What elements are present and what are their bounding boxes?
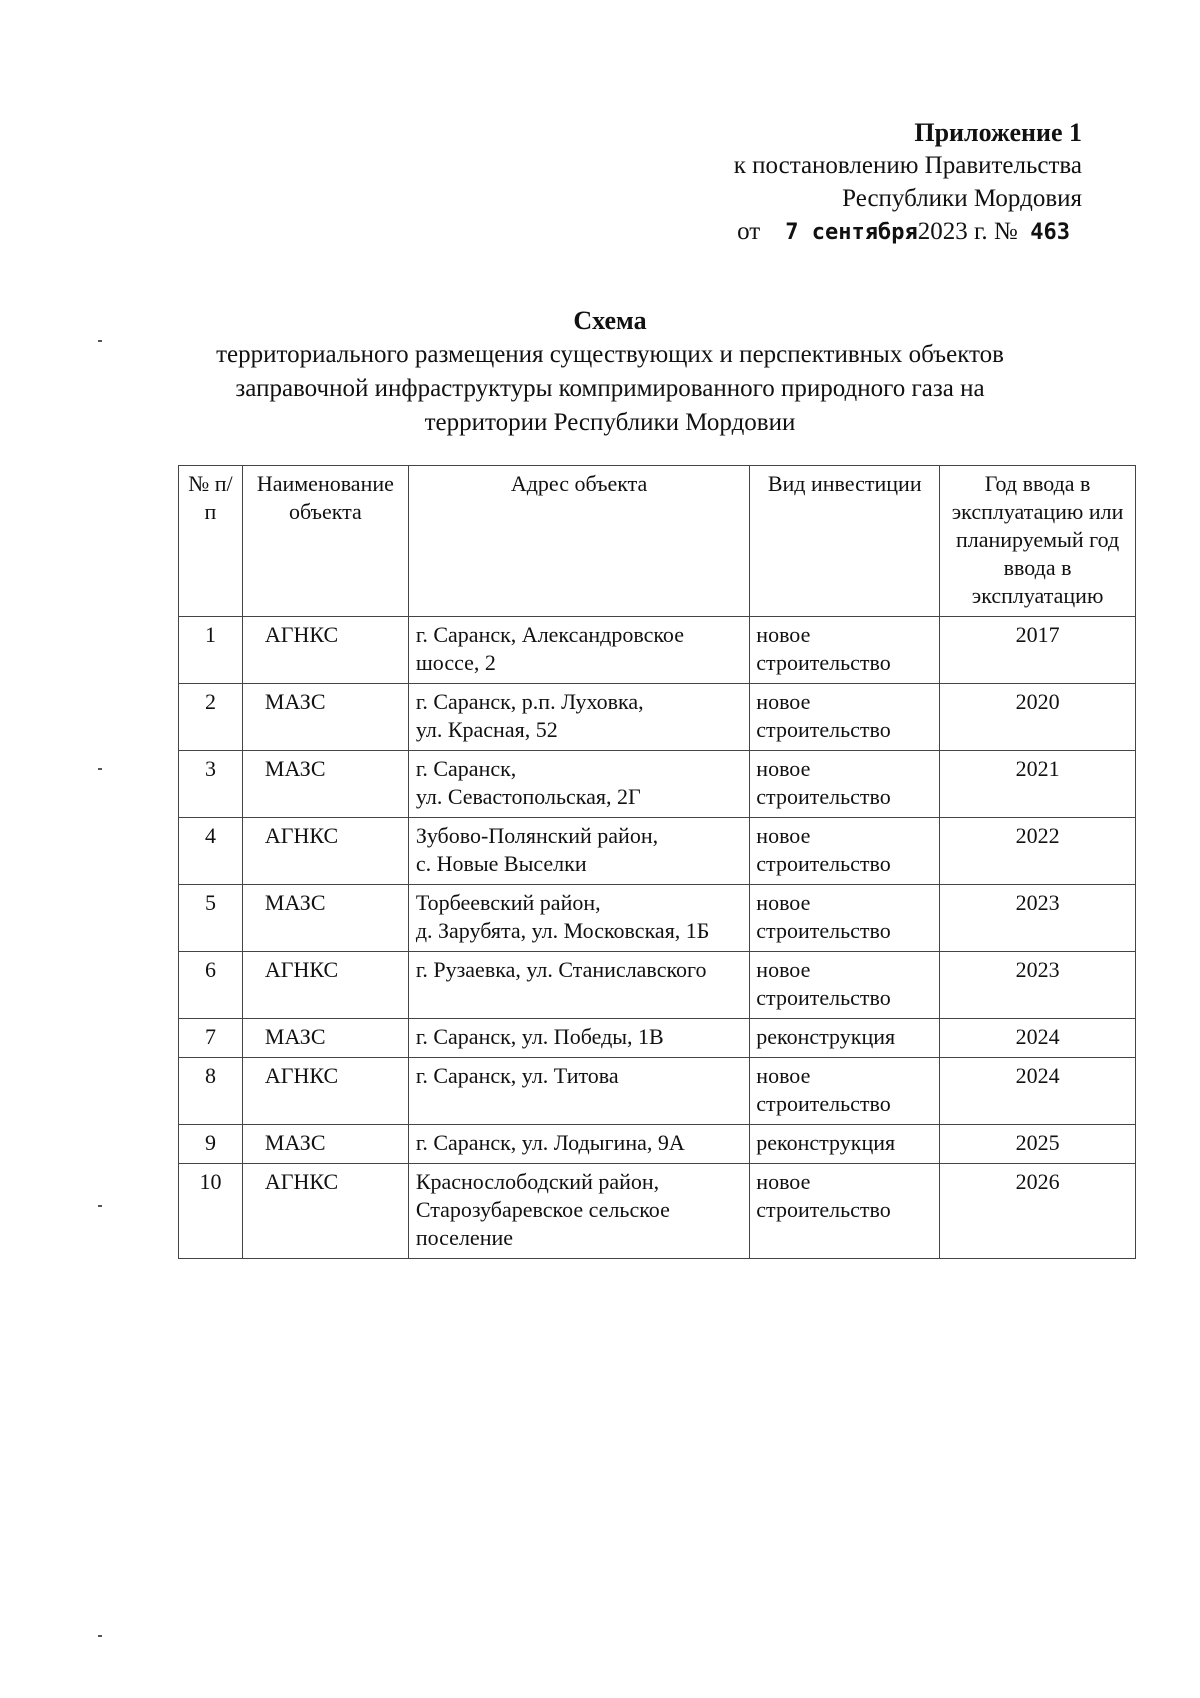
cell-investment-line: новое [756,689,811,714]
margin-mark [98,768,102,770]
cell-num-line: 8 [204,1063,216,1088]
cell-num [179,1164,243,1259]
cell-num [179,684,243,751]
table-row [179,1164,1136,1259]
header-line-1: к постановлению Правительства [733,152,1082,179]
cell-name-line: АГНКС [264,957,339,982]
cell-name-line: МАЗС [264,756,326,781]
cell-num-line: 7 [204,1024,216,1049]
cell-num-line: 9 [204,1130,216,1155]
cell-num-line: 4 [204,823,216,848]
cell-address-line: г. Рузаевка, ул. Станиславского [415,957,707,982]
title-line-2: заправочной инфраструктуры компримированного природного газа на [235,375,985,402]
table-row [179,1019,1136,1058]
cell-year-line: 2022 [1015,823,1060,848]
cell-year-line: 2024 [1015,1063,1060,1088]
cell-address [408,1019,749,1058]
title-heading: Схема [573,306,647,335]
cell-address [408,952,749,1019]
cell-year [940,1164,1136,1259]
cell-address-line: г. Саранск, [415,756,517,781]
cell-num [179,1058,243,1125]
cell-address [408,885,749,952]
title-line-3: территории Республики Мордовии [424,409,796,436]
cell-year-line: 2020 [1015,689,1060,714]
cell-investment [750,1164,940,1259]
cell-address-line: г. Саранск, Александровское [415,622,684,647]
cell-num [179,617,243,684]
table-row [179,885,1136,952]
cell-year [940,1058,1136,1125]
cell-investment [750,952,940,1019]
table-row [179,818,1136,885]
cell-name [242,1125,408,1164]
cell-address-line: ул. Красная, 52 [415,717,558,742]
cell-investment-line: строительство [756,784,891,809]
cell-num-line: 3 [204,756,216,781]
document-number: 463 [1030,220,1070,245]
cell-num [179,751,243,818]
cell-investment [750,818,940,885]
cell-investment-line: строительство [756,1197,891,1222]
appendix-label: Приложение 1 [914,118,1082,147]
cell-name-line: АГНКС [264,823,339,848]
cell-investment-line: строительство [756,851,891,876]
cell-address [408,1125,749,1164]
cell-address [408,818,749,885]
cell-name [242,818,408,885]
cell-investment-line: новое [756,756,811,781]
cell-investment-line: строительство [756,918,891,943]
cell-num-line: 1 [204,622,216,647]
document-header [734,116,1082,249]
cell-year-line: 2021 [1015,756,1060,781]
cell-address-line: г. Саранск, ул. Победы, 1В [415,1024,664,1049]
cell-investment-line: строительство [756,650,891,675]
cell-name-line: МАЗС [264,689,326,714]
table-row [179,617,1136,684]
cell-year [940,617,1136,684]
cell-name-line: АГНКС [264,1063,339,1088]
cell-year [940,751,1136,818]
cell-address-line: Зубово-Полянский район, [415,823,659,848]
cell-address [408,1058,749,1125]
cell-name [242,1019,408,1058]
column-header-address: Адрес объекта [408,466,749,617]
cell-name-line: МАЗС [264,1024,326,1049]
cell-investment-line: новое [756,957,811,982]
cell-address-line: г. Саранск, ул. Лодыгина, 9А [415,1130,685,1155]
cell-address [408,617,749,684]
cell-investment [750,617,940,684]
cell-address-line: шоссе, 2 [415,650,496,675]
cell-name-line: АГНКС [264,622,339,647]
cell-investment-line: новое [756,1063,811,1088]
margin-mark [98,340,102,342]
cell-year [940,818,1136,885]
cell-investment-line: строительство [756,985,891,1010]
table-row [179,1058,1136,1125]
cell-num-line: 2 [204,689,216,714]
cell-investment-line: реконструкция [756,1130,896,1155]
cell-investment-line: реконструкция [756,1024,896,1049]
date-prefix: от [737,218,761,245]
cell-investment-line: новое [756,823,811,848]
title-line-1: территориального размещения существующих и перспективных объектов [216,341,1004,368]
cell-name [242,617,408,684]
cell-investment-line: новое [756,1169,811,1194]
objects-table [178,465,1136,1259]
cell-investment-line: строительство [756,717,891,742]
cell-name [242,1058,408,1125]
header-line-2: Республики Мордовия [842,185,1082,212]
cell-num [179,818,243,885]
cell-investment [750,684,940,751]
cell-address-line: Краснослободский район, [415,1169,660,1194]
document-title [150,304,1070,440]
cell-address-line: поселение [415,1225,514,1250]
margin-mark [98,1635,102,1637]
cell-num-line: 10 [199,1169,222,1194]
table-row [179,751,1136,818]
cell-num [179,1019,243,1058]
cell-num [179,952,243,1019]
cell-num-line: 5 [204,890,216,915]
cell-name-line: МАЗС [264,1130,326,1155]
cell-name-line: АГНКС [264,1169,339,1194]
cell-address [408,751,749,818]
cell-address-line: д. Зарубята, ул. Московская, 1Б [415,918,710,943]
table-header-row [179,466,1136,617]
cell-year-line: 2023 [1015,957,1060,982]
cell-address-line: г. Саранск, р.п. Луховка, [415,689,644,714]
cell-year-line: 2025 [1015,1130,1060,1155]
table-row [179,684,1136,751]
date-year: 2023 г. № [917,218,1018,245]
cell-year-line: 2026 [1015,1169,1060,1194]
cell-investment-line: строительство [756,1091,891,1116]
cell-name [242,952,408,1019]
cell-name [242,751,408,818]
column-header-name: Наименование объекта [242,466,408,617]
cell-investment [750,751,940,818]
cell-investment [750,1058,940,1125]
cell-investment [750,1019,940,1058]
date-line [734,215,1070,249]
cell-year-line: 2017 [1015,622,1060,647]
cell-name-line: МАЗС [264,890,326,915]
cell-address-line: с. Новые Выселки [415,851,587,876]
cell-investment [750,885,940,952]
cell-year-line: 2024 [1015,1024,1060,1049]
cell-num [179,1125,243,1164]
cell-investment [750,1125,940,1164]
cell-name [242,885,408,952]
cell-year [940,684,1136,751]
cell-address [408,684,749,751]
cell-address-line: Старозубаревское сельское [415,1197,670,1222]
table-row [179,952,1136,1019]
cell-year [940,952,1136,1019]
cell-investment-line: новое [756,890,811,915]
cell-year [940,1019,1136,1058]
cell-address-line: ул. Севастопольская, 2Г [415,784,641,809]
cell-address-line: Торбеевский район, [415,890,601,915]
cell-name [242,1164,408,1259]
column-header-year: Год ввода в эксплуатацию или планируемый год ввода в эксплуатацию [940,466,1136,617]
cell-year-line: 2023 [1015,890,1060,915]
cell-year [940,1125,1136,1164]
table-row [179,1125,1136,1164]
cell-address [408,1164,749,1259]
cell-address-line: г. Саранск, ул. Титова [415,1063,619,1088]
margin-mark [98,1205,102,1207]
cell-num-line: 6 [204,957,216,982]
column-header-investment: Вид инвестиции [750,466,940,617]
cell-year [940,885,1136,952]
cell-num [179,885,243,952]
cell-name [242,684,408,751]
cell-investment-line: новое [756,622,811,647]
date-day-month: 7 сентября [785,220,918,245]
column-header-num: № п/п [179,466,243,617]
